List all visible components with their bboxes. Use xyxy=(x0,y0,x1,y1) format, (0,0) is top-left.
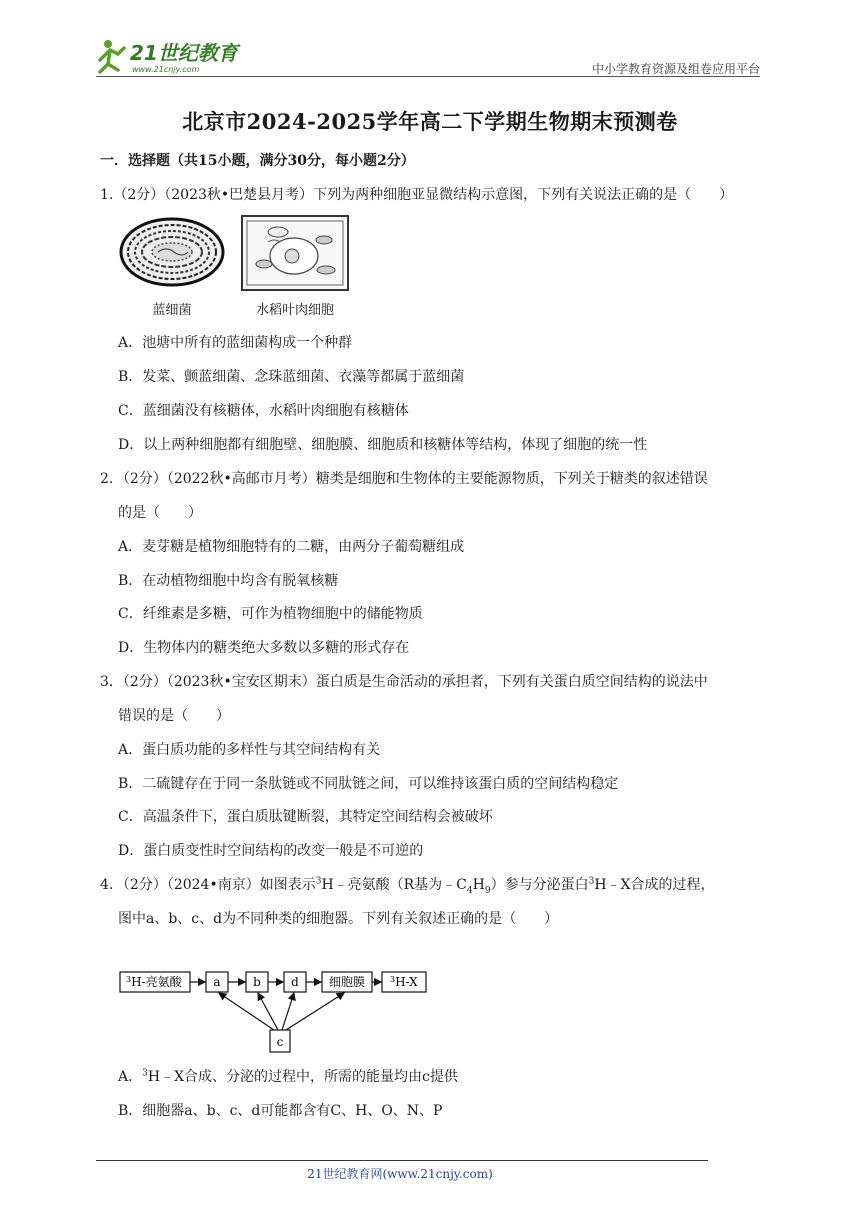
question-1-option-d[interactable]: D．以上两种细胞都有细胞壁、细胞膜、细胞质和核糖体等结构，体现了细胞的统一性 xyxy=(118,437,648,453)
question-3-option-d[interactable]: D．蛋白质变性时空间结构的改变一般是不可逆的 xyxy=(118,843,424,859)
question-1-option-b[interactable]: B．发菜、颤蓝细菌、念珠蓝细菌、衣藻等都属于蓝细菌 xyxy=(118,369,465,385)
question-4-stem-line-1: 4．（2分）（2024•南京）如图表示$^3$H﹣亮氨酸（R基为$﹣C_4H_9$）参与分泌蛋白$^3$H﹣X合成的过程， xyxy=(100,876,715,896)
question-3-option-c[interactable]: C．高温条件下，蛋白质肽键断裂，其特定空间结构会被破坏 xyxy=(118,809,493,825)
footer-divider xyxy=(96,1160,708,1161)
question-4-stem-line-2: 图中a、b、c、d为不同种类的细胞器。下列有关叙述正确的是（ ） xyxy=(118,911,559,927)
footer-link[interactable]: 21世纪教育网(www.21cnjy.com) xyxy=(307,1167,493,1181)
flow-label-d: d xyxy=(291,975,299,989)
question-2-stem-line-1: 2．（2分）（2022秋•高邮市月考）糖类是细胞和生物体的主要能源物质，下列关于糖类的叙述错误 xyxy=(100,471,708,487)
question-3-stem-line-2: 错误的是（ ） xyxy=(118,708,230,724)
logo-url-text: www.21cnjy.com xyxy=(132,65,200,74)
question-1-option-c[interactable]: C．蓝细菌没有核糖体，水稻叶肉细胞有核糖体 xyxy=(118,403,409,419)
flow-label-leucine: $^3$H-亮氨酸 xyxy=(126,975,182,989)
question-2-option-d[interactable]: D．生物体内的糖类绝大多数以多糖的形式存在 xyxy=(118,640,410,656)
header-platform-text: 中小学教育资源及组卷应用平台 xyxy=(591,62,760,76)
flow-label-a: a xyxy=(213,975,221,989)
question-3-option-b[interactable]: B．二硫键存在于同一条肽链或不同肽链之间，可以维持该蛋白质的空间结构稳定 xyxy=(118,776,619,792)
question-2-option-a[interactable]: A．麦芽糖是植物细胞特有的二糖，由两分子葡萄糖组成 xyxy=(118,539,465,555)
question-4-option-b[interactable]: B．细胞器a、b、c、d可能都含有C、H、O、N、P xyxy=(118,1103,443,1119)
figure-label-rice-cell: 水稻叶肉细胞 xyxy=(255,303,335,318)
page-title: 北京市2024-2025学年高二下学期生物期末预测卷 xyxy=(182,109,678,134)
question-2-stem-line-2: 的是（ ） xyxy=(118,505,202,521)
question-1-option-a[interactable]: A．池塘中所有的蓝细菌构成一个种群 xyxy=(118,335,353,351)
question-2-option-c[interactable]: C．纤维素是多糖，可作为植物细胞中的储能物质 xyxy=(118,606,423,622)
secretion-flow-diagram xyxy=(118,962,438,1058)
runner-logo-icon xyxy=(100,40,124,72)
flow-label-b: b xyxy=(253,975,261,989)
rice-leaf-cell-illustration xyxy=(242,216,348,290)
question-1-stem: 1.（2分）（2023秋•巴楚县月考）下列为两种细胞亚显微结构示意图，下列有关说法正确的是（ ） xyxy=(100,187,734,203)
question-3-option-a[interactable]: A．蛋白质功能的多样性与其空间结构有关 xyxy=(118,742,381,758)
flow-label-product: $^3$H-X xyxy=(390,975,418,989)
question-3-stem-line-1: 3．（2分）（2023秋•宝安区期末）蛋白质是生命活动的承担者，下列有关蛋白质空间结构的说法中 xyxy=(100,674,708,690)
flow-label-membrane: 细胞膜 xyxy=(328,975,366,989)
section-title: 一．选择题（共15小题，满分30分，每小题2分） xyxy=(100,153,415,169)
question-2-option-b[interactable]: B．在动植物细胞中均含有脱氧核糖 xyxy=(118,573,339,589)
flow-label-c: c xyxy=(276,1035,284,1049)
cyanobacteria-illustration xyxy=(121,219,223,285)
logo-text: 21世纪教育 xyxy=(130,41,238,65)
question-1-figure xyxy=(118,212,362,324)
question-4-option-a[interactable]: A．$^3$H﹣X合成、分泌的过程中，所需的能量均由c提供 xyxy=(118,1068,458,1085)
figure-label-cyanobacteria: 蓝细菌 xyxy=(152,303,192,318)
header-divider xyxy=(96,76,760,77)
